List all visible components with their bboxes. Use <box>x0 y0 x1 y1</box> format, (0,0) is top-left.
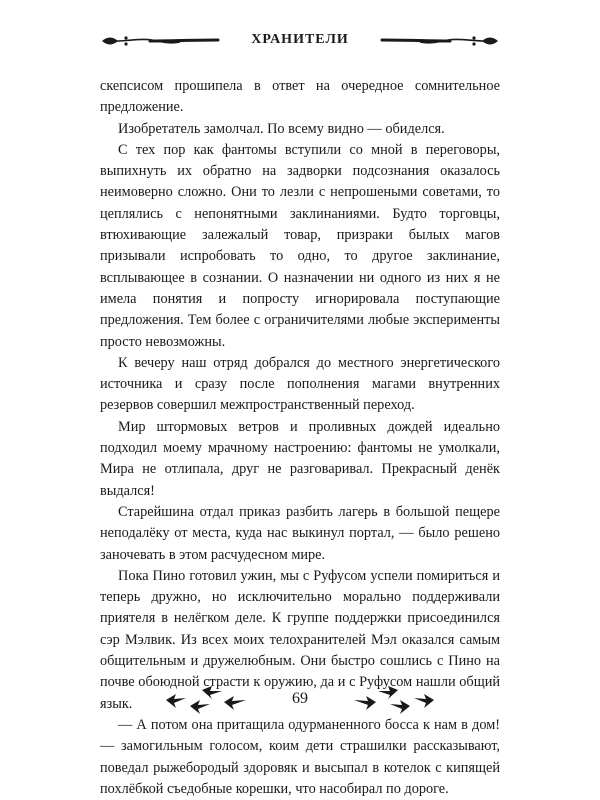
birds-ornament-icon <box>348 684 438 718</box>
paragraph: С тех пор как фантомы вступили со мной в переговоры, выпихнуть их обратно на задворки подсознания оказалось неимоверно сложно. Они то лезли с непрошеными советами, то цеплялись с непонятными заклинаниями. Будто торговцы, втюхивающие залежалый товар, призраки былых магов призывали испробовать то одно, то другое заклинание, всплывающее в сознании. О назначении ни одного из них я не имела понятия и попросту игнорировала поступающие предложения. Тем более с ограничителями любые эксперименты просто невозможны. <box>100 141 500 350</box>
paragraph: Мир штормовых ветров и проливных дождей идеально подходил моему мрачному настроению: фантомы не умолкали, Мира не отлипала, друг не разговаривал. Прекрасный денёк выдался! <box>100 418 500 499</box>
paragraph: К вечеру наш отряд добрался до местного энергетического источника и сразу после пополнения магами внутренних резервов совершил межпространственный переход. <box>100 354 500 414</box>
running-header <box>100 28 500 58</box>
page-number: 69 <box>292 690 308 707</box>
paragraph: скепсисом прошипела в ответ на очередное сомнительное предложение. <box>100 78 500 116</box>
page-footer <box>150 684 450 724</box>
paragraph: Пока Пино готовил ужин, мы с Руфусом успели помириться и теперь дружно, но исключительно морально поддерживали приятеля в нелёгком деле. К группе поддержки присоединился сэр Мэлвик. Из всех моих телохранителей Мэл оказался самым общительным и дружелюбным. Они быстро сошлись с Пино на почве обоюдной страсти к оружию, да и с Руфусом нашли общий язык. <box>100 567 500 712</box>
running-header-title: ХРАНИТЕЛИ <box>251 32 349 47</box>
paragraph: Изобретатель замолчал. По всему видно — обиделся. <box>118 120 445 137</box>
paragraph: Старейшина отдал приказ разбить лагерь в большой пещере неподалёку от места, куда нас выкинул портал, — было решено заночевать в этом расчудесном мире. <box>100 503 500 563</box>
paragraph: — А потом она притащила одурманенного босса к нам в дом! — замогильным голосом, коим дети страшилки рассказывают, поведал рыжебородый здоровяк и высыпал в котелок с кипящей похлёбкой съедобные корешки, что насобирал по дороге. <box>100 716 500 797</box>
right-flourish-icon <box>380 32 500 50</box>
